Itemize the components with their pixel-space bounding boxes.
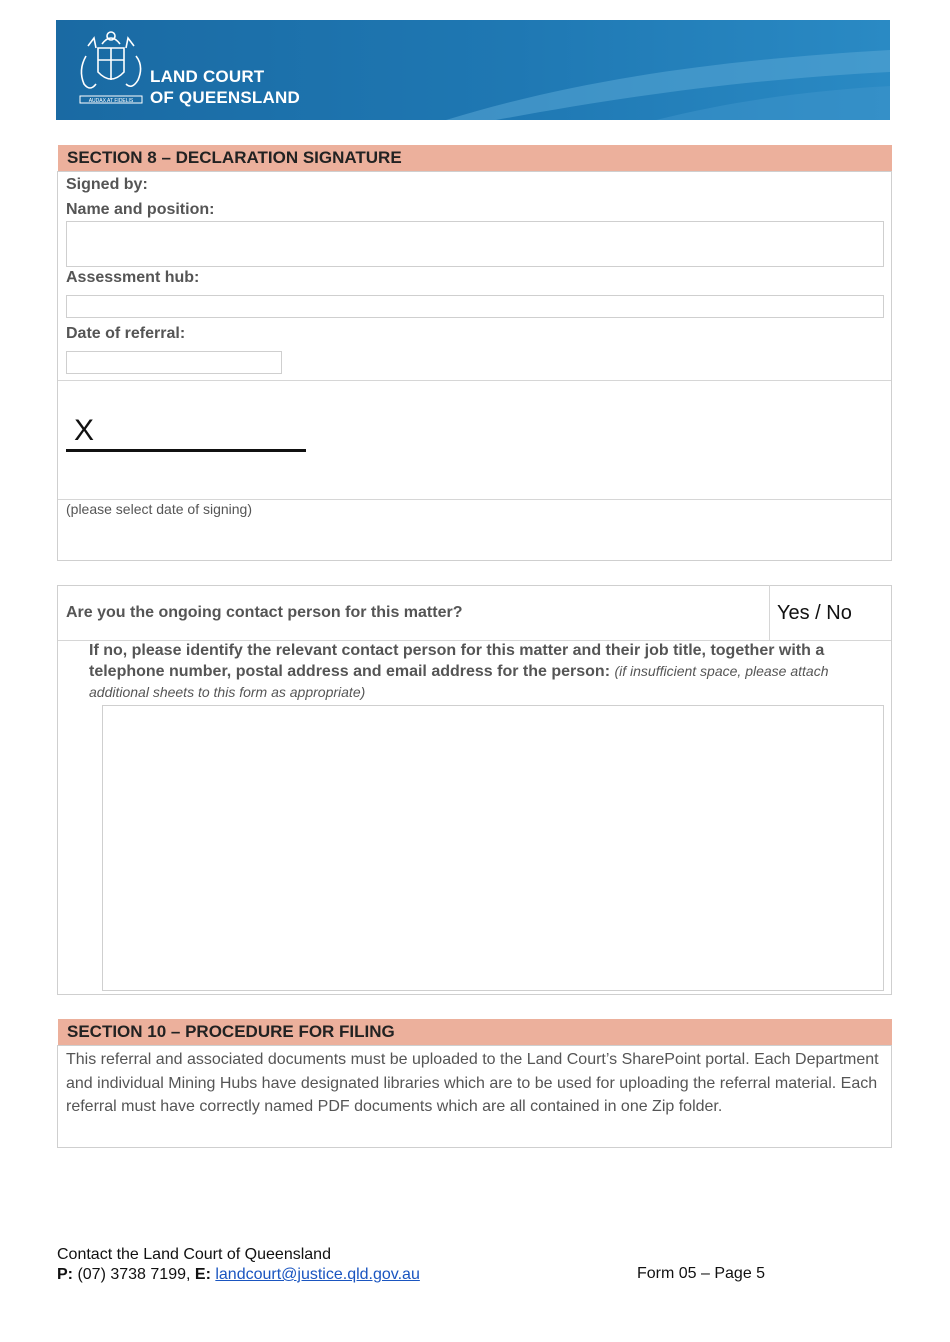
header-banner bbox=[56, 20, 890, 120]
contact-instruction-bold: If no, please identify the relevant contact person for this matter and their job title, together with a telephone number, postal address and email address for the person: bbox=[89, 642, 825, 680]
divider bbox=[58, 380, 891, 381]
signature-line[interactable] bbox=[66, 449, 306, 452]
date-of-referral-field[interactable] bbox=[66, 351, 282, 374]
contact-details-field[interactable] bbox=[102, 705, 884, 991]
date-signing-field[interactable]: (please select date of signing) bbox=[66, 501, 252, 517]
assessment-hub-field[interactable] bbox=[66, 295, 884, 318]
email-link[interactable]: landcourt@justice.qld.gov.au bbox=[215, 1266, 420, 1283]
signed-by-label: Signed by: bbox=[66, 176, 148, 193]
org-name bbox=[150, 66, 300, 108]
divider bbox=[58, 499, 891, 500]
page-number: Form 05 – Page 5 bbox=[637, 1265, 766, 1282]
name-position-label: Name and position: bbox=[66, 201, 215, 218]
footer-contact-line: Contact the Land Court of Queensland bbox=[57, 1246, 331, 1263]
queensland-coat-of-arms-icon bbox=[72, 26, 150, 108]
org-name-line2: OF QUEENSLAND bbox=[150, 88, 300, 107]
footer-contact-details bbox=[57, 1265, 420, 1285]
yes-no-selector[interactable]: Yes / No bbox=[777, 602, 852, 624]
phone-number: (07) 3738 7199, bbox=[77, 1266, 191, 1283]
divider bbox=[769, 585, 770, 641]
section-8-heading: SECTION 8 – DECLARATION SIGNATURE bbox=[58, 145, 892, 171]
org-name-line1: LAND COURT bbox=[150, 67, 265, 86]
phone-label: P: bbox=[57, 1266, 73, 1283]
date-of-referral-label: Date of referral: bbox=[66, 325, 186, 342]
email-label: E: bbox=[194, 1266, 211, 1283]
signature-x-mark: X bbox=[74, 414, 95, 447]
svg-text:AUDAX AT FIDELIS: AUDAX AT FIDELIS bbox=[88, 98, 134, 104]
footer-contact bbox=[57, 1245, 420, 1285]
filing-procedure-text: This referral and associated documents must be uploaded to the Land Court’s SharePoint portal. Each Department and individual Mining Hubs have designated libraries which are to be used for uploading the referral material. Each referral must have correctly named PDF documents which are all contained in one Zip folder. bbox=[66, 1051, 879, 1115]
section-10-heading: SECTION 10 – PROCEDURE FOR FILING bbox=[58, 1019, 892, 1045]
contact-instruction-italic: (if insufficient space, please attach additional sheets to this form as appropriate) bbox=[89, 663, 829, 700]
name-position-field[interactable] bbox=[66, 221, 884, 267]
assessment-hub-label: Assessment hub: bbox=[66, 269, 200, 286]
contact-instruction bbox=[89, 641, 884, 703]
ongoing-contact-question: Are you the ongoing contact person for this matter? bbox=[66, 604, 463, 621]
